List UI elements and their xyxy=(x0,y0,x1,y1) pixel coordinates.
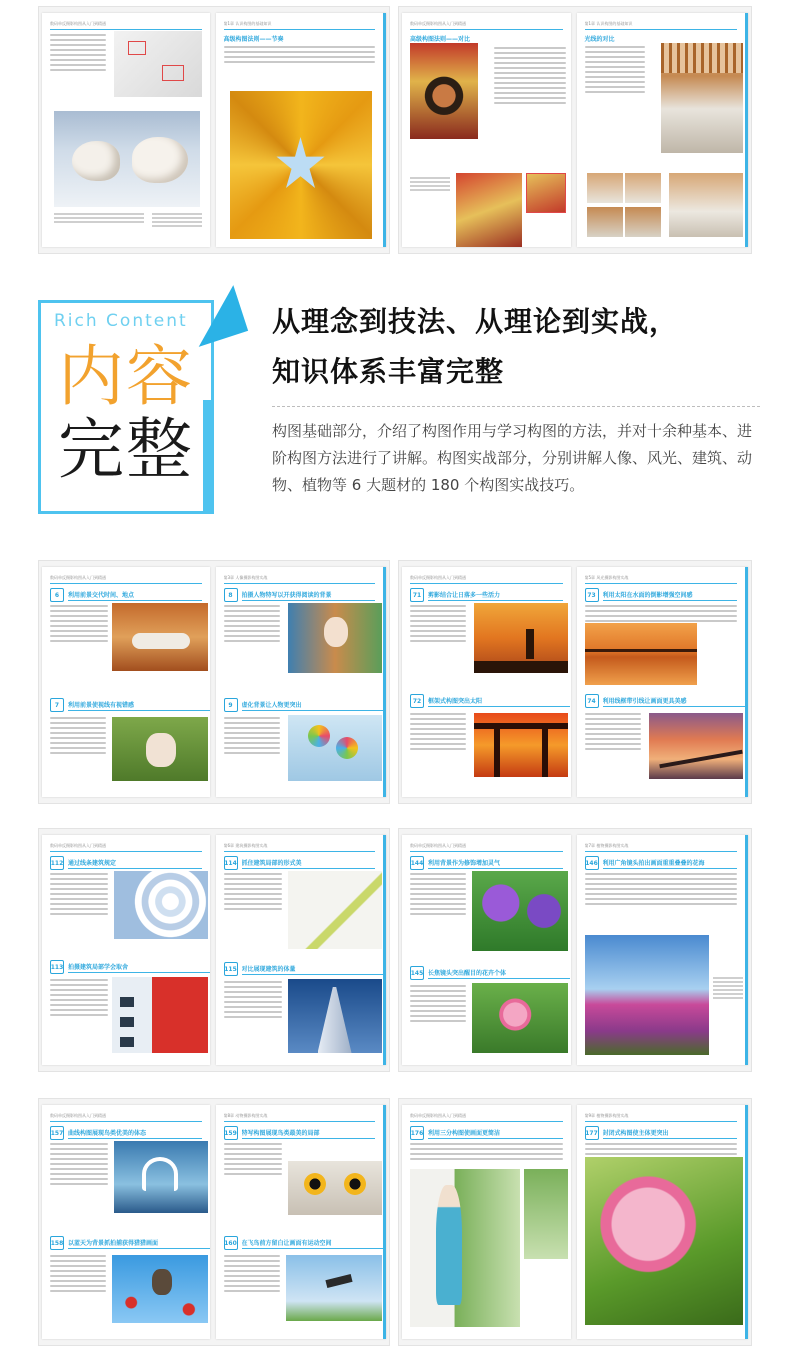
body-text xyxy=(50,605,108,642)
book-page xyxy=(42,1105,210,1339)
pinwheel-girl-photo xyxy=(288,715,382,781)
tip-number: 7 xyxy=(50,698,64,712)
page-header: 数码单反摄影构图从入门到精通 xyxy=(410,1113,563,1122)
tip-number: 115 xyxy=(224,962,238,976)
page-header: 第5章 风光摄影构图实战 xyxy=(585,575,738,584)
hall-thumbnail-photo xyxy=(587,173,623,203)
banner-english-title: Rich Content xyxy=(54,311,188,331)
flying-bird-photo xyxy=(286,1255,382,1321)
book-spread-plants xyxy=(398,1098,752,1346)
book-page xyxy=(577,13,749,247)
body-text xyxy=(224,873,282,910)
red-building-photo xyxy=(112,977,208,1053)
page-header: 第6章 建筑摄影构图实战 xyxy=(224,843,376,852)
headline-line1: 从理念到技法、从理论到实战， xyxy=(272,305,679,338)
page-header: 第8章 动物摄影构图实战 xyxy=(224,1113,376,1122)
tip-title: 剪影结合让日落多一些活力 xyxy=(428,590,563,601)
section-title: 高级构图法则——对比 xyxy=(410,36,471,43)
hall-large-photo xyxy=(669,173,743,237)
hall-thumbnail-photo xyxy=(625,207,661,237)
book-page xyxy=(42,567,210,797)
book-spread-contrast xyxy=(398,6,752,254)
tip-title: 拍摄人物特写以开获得阅读的背景 xyxy=(242,590,376,601)
hall-thumbnail-photo xyxy=(625,173,661,203)
body-text xyxy=(50,1143,108,1185)
banner-title-line2: 完整 xyxy=(58,411,194,488)
woman-on-grass-photo xyxy=(112,717,208,781)
hall-thumbnail-photo xyxy=(587,207,623,237)
owl-eyes-photo xyxy=(288,1161,382,1215)
tip-number: 74 xyxy=(585,694,599,708)
body-text xyxy=(50,34,106,71)
portrait-headdress-photo xyxy=(410,43,478,139)
body-text xyxy=(224,981,282,1018)
tip-title: 利用前景使视线有视错感 xyxy=(68,700,210,711)
spiral-building-photo xyxy=(114,871,208,939)
body-text xyxy=(410,873,466,915)
body-text xyxy=(410,713,466,750)
book-page xyxy=(402,13,571,247)
body-text xyxy=(585,1143,738,1155)
tip-title: 利用太阳在水面的倒影增强空间感 xyxy=(603,590,738,601)
tip-title: 封闭式构图使主体更突出 xyxy=(603,1128,738,1139)
tip-number: 159 xyxy=(224,1126,238,1140)
book-page xyxy=(216,567,387,797)
bird-on-branch-photo xyxy=(112,1255,208,1323)
girl-with-glasses-photo xyxy=(288,603,382,673)
section-title: 光线的对比 xyxy=(584,36,615,43)
woman-window-photo xyxy=(410,1169,520,1327)
thumbnail-photo xyxy=(114,31,202,97)
book-page xyxy=(42,13,210,247)
tip-title: 通过线条建筑规定 xyxy=(68,858,202,869)
tip-title: 虚化背景让人物更突出 xyxy=(242,700,384,711)
headdress-crop-photo xyxy=(456,173,522,247)
arctic-wolves-photo xyxy=(54,111,200,207)
silhouette-sunset-photo xyxy=(474,603,568,673)
tip-title: 曲线构图展现鸟类优美的体态 xyxy=(68,1128,202,1139)
tip-number: 112 xyxy=(50,856,64,870)
book-page xyxy=(216,835,387,1065)
book-spread-portrait xyxy=(38,560,390,804)
tip-title: 对比展现建筑的体量 xyxy=(242,964,384,975)
page-header: 数码单反摄影构图从入门到精通 xyxy=(50,21,202,30)
page-header: 第9章 植物摄影构图实战 xyxy=(585,1113,738,1122)
window-thumbnail-photo xyxy=(524,1169,568,1259)
page-header: 数码单反摄影构图从入门到精通 xyxy=(410,21,563,30)
page-header: 数码单反摄影构图从入门到精通 xyxy=(50,843,202,852)
banner-accent-bar xyxy=(203,400,213,514)
book-spread-sunset xyxy=(398,560,752,804)
tip-number: 72 xyxy=(410,694,424,708)
book-spread-architecture xyxy=(38,828,390,1072)
page-header: 第3章 人像摄影构图实战 xyxy=(224,575,376,584)
book-page xyxy=(577,835,749,1065)
body-text xyxy=(585,46,645,93)
body-text xyxy=(494,47,566,104)
tip-number: 6 xyxy=(50,588,64,602)
tip-number: 146 xyxy=(585,856,599,870)
section-title: 高级构图法则——节奏 xyxy=(223,36,284,43)
tip-number: 176 xyxy=(410,1126,424,1140)
book-spread-rhythm xyxy=(38,6,390,254)
tip-number: 145 xyxy=(410,966,424,980)
swans-heart-photo xyxy=(114,1141,208,1213)
lotus-photo xyxy=(472,983,568,1053)
page-header: 第1章 认识构图的基础知识 xyxy=(585,21,738,30)
tip-number: 144 xyxy=(410,856,424,870)
book-page xyxy=(216,1105,387,1339)
tip-title: 利用前景交代时间、地点 xyxy=(68,590,202,601)
body-text xyxy=(585,605,738,622)
tip-number: 9 xyxy=(224,698,238,712)
body-text xyxy=(224,1143,282,1175)
tip-title: 框架式构图突出太阳 xyxy=(428,696,570,707)
tip-number: 160 xyxy=(224,1236,238,1250)
book-page xyxy=(402,567,571,797)
tip-number: 157 xyxy=(50,1126,64,1140)
tip-title: 利用背景作为修饰增加灵气 xyxy=(428,858,563,869)
tip-number: 8 xyxy=(224,588,238,602)
book-page xyxy=(42,835,210,1065)
divider xyxy=(272,406,760,407)
tip-title: 以蓝天为背景抓拍捕获得猎猎画面 xyxy=(68,1238,210,1249)
tip-title: 长焦镜头突出醒目的花卉个体 xyxy=(428,968,570,979)
page-header: 第1章 认识构图的基础知识 xyxy=(224,21,376,30)
pink-flower-closeup-photo xyxy=(585,1157,743,1325)
pier-sunset-photo xyxy=(649,713,743,779)
page-header: 数码单反摄影构图从入门到精通 xyxy=(410,843,563,852)
tip-title: 拍摄建筑局部学会取舍 xyxy=(68,962,210,973)
body-text xyxy=(410,1143,563,1160)
tip-number: 73 xyxy=(585,588,599,602)
body-text xyxy=(410,605,466,642)
page-header: 数码单反摄影构图从入门到精通 xyxy=(50,1113,202,1122)
body-text xyxy=(50,979,108,1016)
purple-flower-photo xyxy=(472,871,568,951)
book-spread-flowers xyxy=(398,828,752,1072)
book-spread-birds xyxy=(38,1098,390,1346)
flower-field-photo xyxy=(585,935,709,1055)
body-text xyxy=(50,717,106,754)
headline-line2: 知识体系丰富完整 xyxy=(272,355,505,388)
monument-spires-photo xyxy=(288,979,382,1053)
tip-number: 71 xyxy=(410,588,424,602)
tip-number: 113 xyxy=(50,960,64,974)
tip-title: 在飞鸟前方留白让画面有运动空间 xyxy=(242,1238,384,1249)
page-header: 数码单反摄影构图从入门到精通 xyxy=(410,575,563,584)
tip-number: 177 xyxy=(585,1126,599,1140)
water-reflection-photo xyxy=(585,623,697,685)
book-page xyxy=(577,1105,749,1339)
frame-sunset-photo xyxy=(474,713,568,777)
arched-hall-photo xyxy=(661,43,743,153)
body-text xyxy=(50,1255,106,1292)
book-page xyxy=(402,835,571,1065)
tip-number: 114 xyxy=(224,856,238,870)
page-header: 第7章 植物摄影构图实战 xyxy=(585,843,738,852)
book-page xyxy=(577,567,749,797)
tip-title: 抓住建筑局部的形式美 xyxy=(242,858,376,869)
body-text xyxy=(585,713,641,750)
banner-title-line1: 内容 xyxy=(58,338,194,415)
curved-facade-photo xyxy=(288,871,382,949)
body-text xyxy=(50,873,108,915)
body-text xyxy=(585,873,738,905)
tip-title: 特写构图展现鸟类最美的局部 xyxy=(242,1128,376,1139)
page-header: 数码单反摄影构图从入门到精通 xyxy=(50,575,202,584)
book-page xyxy=(216,13,387,247)
book-page xyxy=(402,1105,571,1339)
body-text xyxy=(224,605,280,642)
tip-title: 利用线框带引线让画面更具美感 xyxy=(603,696,745,707)
body-text xyxy=(224,46,376,63)
tip-title: 利用三分构图使画面更简洁 xyxy=(428,1128,563,1139)
banner-description: 构图基础部分，介绍了构图作用与学习构图的方法，并对十余种基本、进阶构图方法进行了讲解。构图实战部分，分别讲解人像、风光、建筑、动物、植物等 6 大题材的 180 个构图实战技巧。 xyxy=(272,422,753,494)
autumn-portrait-photo xyxy=(112,603,208,671)
tip-number: 158 xyxy=(50,1236,64,1250)
body-text xyxy=(224,1255,280,1292)
body-text xyxy=(410,985,466,1022)
headdress-detail-photo xyxy=(526,173,566,213)
architecture-star-photo xyxy=(230,91,372,239)
body-text xyxy=(224,717,280,754)
tip-title: 利用广角镜头拍出画面重重叠叠的花海 xyxy=(603,858,738,869)
